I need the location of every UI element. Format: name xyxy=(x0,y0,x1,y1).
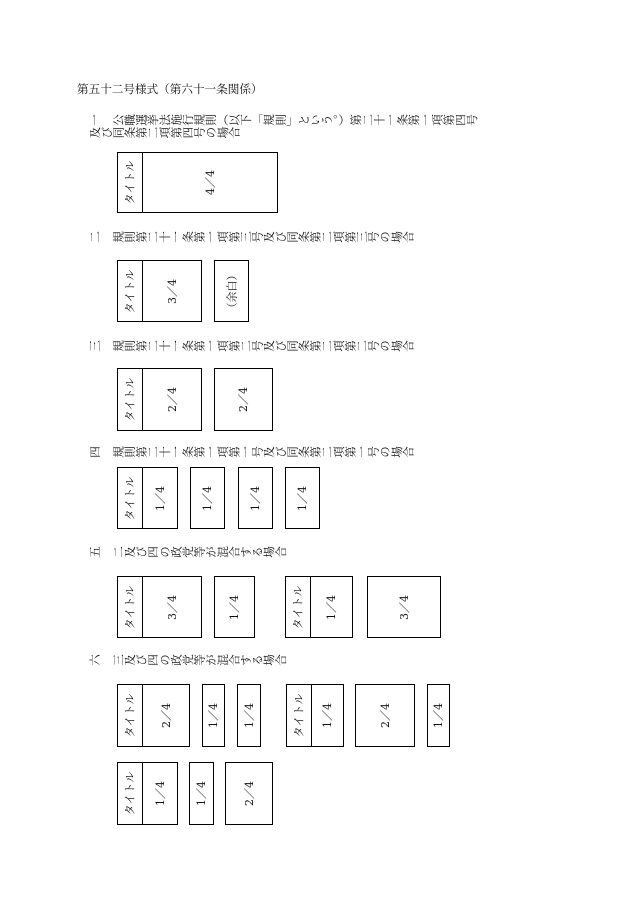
section-heading xyxy=(89,654,478,667)
section-number: 五 xyxy=(89,545,101,559)
layout-box xyxy=(117,684,190,747)
share-cell xyxy=(311,577,352,637)
section-heading xyxy=(89,340,478,353)
share-cell xyxy=(238,685,260,746)
share-label: 2／4 xyxy=(237,387,250,412)
share-label: 3／4 xyxy=(165,594,179,620)
share-cell xyxy=(286,468,319,528)
section-number: 一 xyxy=(89,113,101,127)
section-number: 三 xyxy=(89,339,101,353)
title-label: タイトル xyxy=(123,771,137,816)
share-label: 2／4 xyxy=(242,781,256,806)
title-cell xyxy=(118,153,143,212)
layout-box xyxy=(427,684,450,747)
title-label: タイトル xyxy=(123,476,137,520)
layout-box xyxy=(214,576,255,638)
share-label: 4／4 xyxy=(203,170,217,195)
layout-box xyxy=(117,368,202,431)
share-cell xyxy=(239,468,272,528)
share-cell xyxy=(143,763,177,824)
title-label: タイトル xyxy=(123,269,137,313)
title-label: タイトル xyxy=(123,693,137,738)
share-label: 1／4 xyxy=(207,703,220,728)
section-number: 六 xyxy=(89,653,101,667)
blank-label: （余白） xyxy=(225,269,238,313)
share-cell xyxy=(143,685,189,746)
layout-box xyxy=(190,467,225,529)
form-caption: 第五十二号様式（第六十一条関係） xyxy=(77,82,263,96)
share-label: 3／4 xyxy=(165,278,179,304)
layout-box xyxy=(117,576,202,638)
section-number: 四 xyxy=(89,445,101,459)
layout-box xyxy=(117,467,178,529)
section-text: 公職選挙法施行規則（以下「規則」という。）第二十一条第一項第四号及び同条第二項第四号の場合 xyxy=(89,113,478,140)
layout-box xyxy=(285,576,353,638)
share-label: 1／4 xyxy=(201,485,214,511)
layout-box xyxy=(285,467,320,529)
layout-box xyxy=(355,684,415,747)
section-text: 二及び四の政党等が混合する場合 xyxy=(112,545,287,559)
share-label: 1／4 xyxy=(432,703,445,728)
title-cell xyxy=(118,685,143,746)
layout-box xyxy=(117,762,178,825)
share-label: 1／4 xyxy=(321,703,334,728)
share-cell xyxy=(312,685,343,746)
title-cell xyxy=(118,577,143,637)
share-cell xyxy=(428,685,449,746)
share-label: 2／4 xyxy=(159,703,173,728)
share-label: 1／4 xyxy=(242,703,256,728)
share-cell xyxy=(143,369,201,430)
layout-box xyxy=(214,260,249,322)
share-label: 1／4 xyxy=(228,594,241,620)
title-cell xyxy=(287,685,312,746)
section-heading xyxy=(89,114,478,139)
share-cell xyxy=(215,261,248,321)
share-cell xyxy=(356,685,414,746)
section-heading xyxy=(89,546,478,559)
layout-box xyxy=(117,260,202,322)
title-cell xyxy=(286,577,311,637)
section-text: 三及び四の政党等が混合する場合 xyxy=(112,653,287,667)
section-text: 規則第二十一条第一項第一号及び同条第二項第一号の場合 xyxy=(112,445,414,459)
share-cell xyxy=(143,468,177,528)
share-label: 1／4 xyxy=(195,781,208,806)
share-cell xyxy=(226,763,272,824)
layout-box xyxy=(367,576,441,638)
title-label: タイトル xyxy=(123,377,137,422)
share-label: 1／4 xyxy=(325,594,338,620)
title-cell xyxy=(118,369,143,430)
section-number: 二 xyxy=(89,230,101,244)
share-cell xyxy=(191,468,224,528)
share-cell xyxy=(203,685,224,746)
title-cell xyxy=(118,763,143,824)
layout-box xyxy=(202,684,225,747)
layout-box xyxy=(225,762,273,825)
layout-box xyxy=(117,152,278,213)
section-text: 規則第二十一条第一項第三号及び同条第二項第三号の場合 xyxy=(112,230,414,244)
share-cell xyxy=(143,261,201,321)
title-cell xyxy=(118,468,143,528)
layout-box xyxy=(189,762,214,825)
share-cell xyxy=(143,577,201,637)
share-label: 1／4 xyxy=(296,485,309,511)
section-heading xyxy=(89,446,478,459)
section-text: 規則第二十一条第一項第二号及び同条第二項第二号の場合 xyxy=(112,339,414,353)
section-heading xyxy=(89,231,478,244)
share-cell xyxy=(190,763,213,824)
title-label: タイトル xyxy=(123,585,137,629)
share-cell xyxy=(215,577,254,637)
layout-box xyxy=(238,467,273,529)
share-label: 1／4 xyxy=(153,781,167,806)
layout-box xyxy=(237,684,261,747)
share-cell xyxy=(143,153,277,212)
share-cell xyxy=(215,369,272,430)
title-label: タイトル xyxy=(291,585,305,629)
title-label: タイトル xyxy=(292,693,306,738)
share-label: 2／4 xyxy=(378,703,392,728)
title-label: タイトル xyxy=(123,160,137,205)
share-label: 3／4 xyxy=(397,594,411,620)
title-cell xyxy=(118,261,143,321)
layout-box xyxy=(214,368,273,431)
share-cell xyxy=(368,577,440,637)
share-label: 2／4 xyxy=(165,387,179,412)
share-label: 1／4 xyxy=(153,485,167,511)
share-label: 1／4 xyxy=(249,485,262,511)
layout-box xyxy=(286,684,344,747)
